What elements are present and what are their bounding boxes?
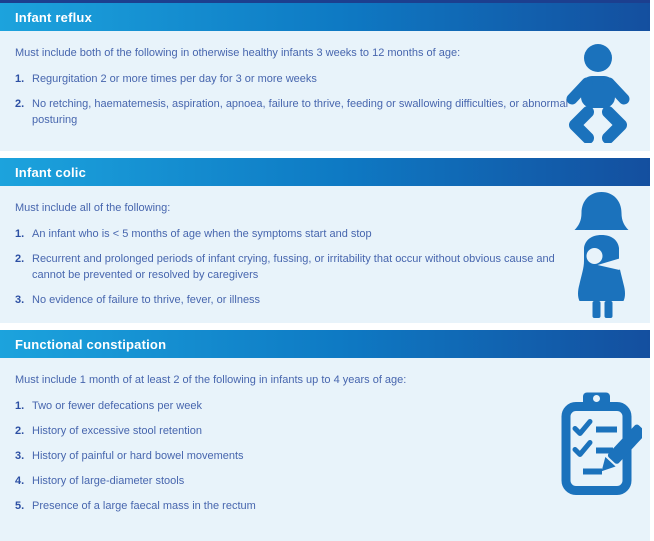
section-infant-reflux <box>0 3 650 151</box>
item-number: 5. <box>15 500 25 512</box>
item-text: No retching, haematemesis, aspiration, apnoea, failure to thrive, feeding or swallowing difficulties, or abnormal posturing <box>32 98 569 126</box>
item-text: History of excessive stool retention <box>32 425 202 437</box>
section-intro: Must include both of the following in otherwise healthy infants 3 weeks to 12 months of age: <box>15 47 461 59</box>
item-number: 4. <box>15 475 25 487</box>
item-number: 1. <box>15 228 25 240</box>
item-number: 2. <box>15 253 25 265</box>
section-header <box>0 3 650 31</box>
item-number: 3. <box>15 450 25 462</box>
item-text: No evidence of failure to thrive, fever, or illness <box>32 294 261 306</box>
section-functional-constipation <box>0 330 650 541</box>
item-text: Recurrent and prolonged periods of infant crying, fussing, or irritability that occur without obvious cause and cannot be prevented or resolved by caregivers <box>32 253 555 281</box>
item-text: History of large-diameter stools <box>32 475 185 487</box>
criteria-item <box>15 226 650 242</box>
section-header <box>0 158 650 186</box>
criteria-list <box>15 226 650 308</box>
section-body <box>0 31 650 151</box>
criteria-item <box>15 292 650 308</box>
item-number: 2. <box>15 425 25 437</box>
item-text: An infant who is < 5 months of age when the symptoms start and stop <box>32 228 372 240</box>
section-infant-colic <box>0 158 650 323</box>
criteria-item <box>15 251 650 283</box>
item-number: 2. <box>15 98 25 110</box>
item-number: 1. <box>15 400 25 412</box>
item-number: 3. <box>15 294 25 306</box>
item-text: Two or fewer defecations per week <box>32 400 202 412</box>
mother-with-baby-icon <box>566 189 637 319</box>
section-body <box>0 186 650 323</box>
section-title: Infant reflux <box>15 9 92 25</box>
section-header <box>0 330 650 358</box>
section-body <box>0 358 650 541</box>
item-text: Presence of a large faecal mass in the rectum <box>32 500 256 512</box>
section-title: Infant colic <box>15 164 87 180</box>
item-text: Regurgitation 2 or more times per day for 3 or more weeks <box>32 73 317 85</box>
baby-icon <box>554 41 642 143</box>
section-intro: Must include all of the following: <box>15 202 171 214</box>
item-number: 1. <box>15 73 25 85</box>
item-text: History of painful or hard bowel movements <box>32 450 244 462</box>
criteria-item <box>15 498 650 514</box>
section-title: Functional constipation <box>15 336 167 352</box>
clipboard-checklist-icon <box>554 391 642 498</box>
section-intro: Must include 1 month of at least 2 of the following in infants up to 4 years of age: <box>15 374 407 386</box>
